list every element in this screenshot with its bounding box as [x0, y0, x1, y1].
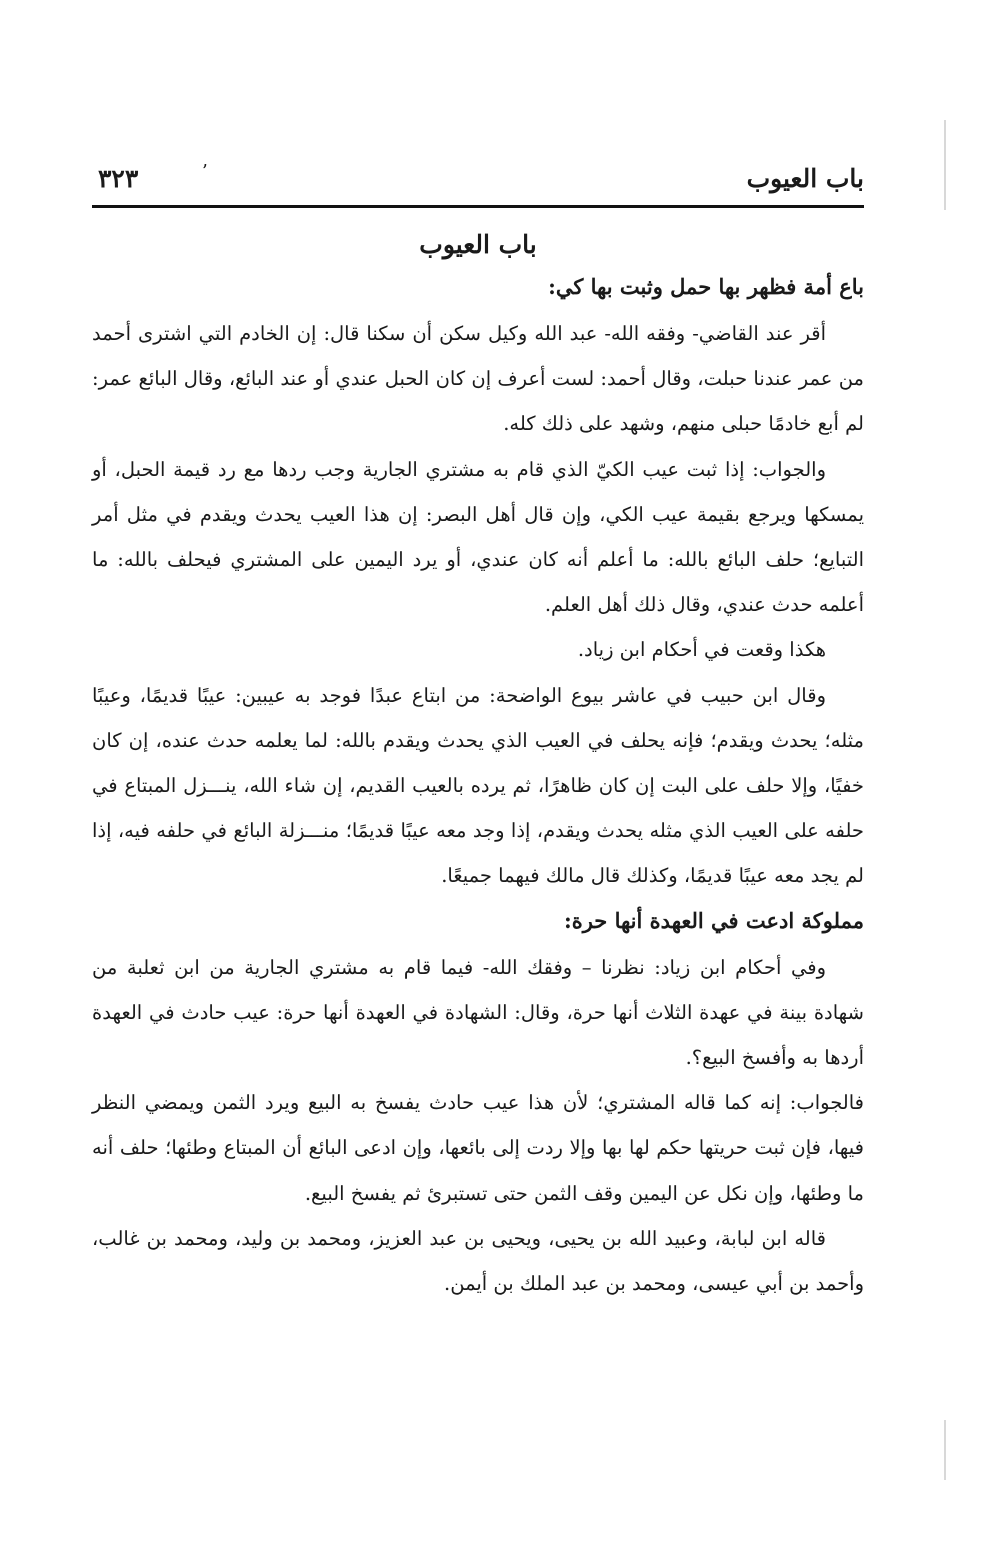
page-number: ٣٢٣: [98, 164, 139, 193]
section-title: مملوكة ادعت في العهدة أنها حرة:: [563, 907, 864, 933]
paragraph: وقال ابن حبيب في عاشر بيوع الواضحة: من ابتاع عبدًا فوجد به عيبين: عيبًا قديمًا، وعيبًا مثله؛ يحدث ويقدم؛ فإنه يحلف في العيب الذي يحدث ويقدم بالله: لما يعلمه حدث عنده، إن كان خفيًا، وإلا حلف على البت إن كان ظاهرًا، ثم يرده بالعيب القديم، إن شاء الله، ينـــزل المبتاع في حلفه على العيب الذي مثله يحدث ويقدم، إذا وجد معه عيبًا قديمًا؛ منـــزلة البائع في حلفه فيه، إذا لم يجد معه عيبًا قديمًا، وكذلك قال مالك فيهما جميعًا.: [92, 683, 864, 888]
body-text: [92, 225, 864, 1306]
paragraph: والجواب: إذا ثبت عيب الكيّ الذي قام به مشتري الجارية وجب ردها مع رد قيمة الحبل، أو يمسكها ويرجع بقيمة عيب الكي، وإن قال أهل البصر: إن هذا العيب يحدث ويقدم في مثل أمر التبايع؛ حلف البائع بالله: ما أعلم أنه كان عندي، أو يرد اليمين على المشتري فيحلف بالله: ما أعلمه حدث عندي، وقال ذلك أهل العلم.: [92, 457, 864, 617]
scan-artifact: [944, 120, 946, 210]
paragraph: فالجواب: إنه كما قاله المشتري؛ لأن هذا عيب حادث يفسخ به البيع ويرد الثمن ويمضي النظر فيها، فإن ثبت حريتها حكم لها بها وإلا ردت إلى بائعها، وإن ادعى البائع أن المبتاع وطئها؛ حلف أنه ما وطئها، وإن نكل عن اليمين وقف الثمن حتى تستبرئ ثم يفسخ البيع.: [92, 1091, 864, 1205]
chapter-title: باب العيوب: [419, 230, 537, 259]
ink-mark: ’: [202, 161, 208, 182]
header-rule: [92, 205, 864, 208]
paragraph: أقر عند القاضي- وفقه الله- عبد الله وكيل سكن أن سكنا قال: إن الخادم التي اشترى أحمد من عمر عندنا حبلت، وقال أحمد: لست أعرف إن كان الحبل عندي أو عند البائع، وقال البائع عمر: لم أبع خادمًا حبلى منهم، وشهد على ذلك كله.: [92, 322, 864, 436]
section-title: باع أمة فظهر بها حمل وثبت بها كي:: [548, 274, 864, 299]
paragraph: وفي أحكام ابن زياد: نظرنا – وفقك الله- فيما قام به مشتري الجارية من ابن ثعلبة من شهادة بينة في عهدة الثلاث أنها حرة، وقال: الشهادة في العهدة أنها حرة: عيب حادث في العهدة أردها به وأفسخ البيع؟.: [92, 955, 864, 1070]
running-title: باب العيوب: [746, 164, 864, 193]
running-header: [92, 160, 864, 202]
scan-artifact: [944, 1420, 946, 1480]
paragraph: هكذا وقعت في أحكام ابن زياد.: [577, 638, 826, 662]
paragraph: قاله ابن لبابة، وعبيد الله بن يحيى، ويحيى بن عبد العزيز، ومحمد بن وليد، ومحمد بن غالب، وأحمد بن أبي عيسى، ومحمد بن عبد الملك بن أيمن.: [92, 1226, 864, 1296]
